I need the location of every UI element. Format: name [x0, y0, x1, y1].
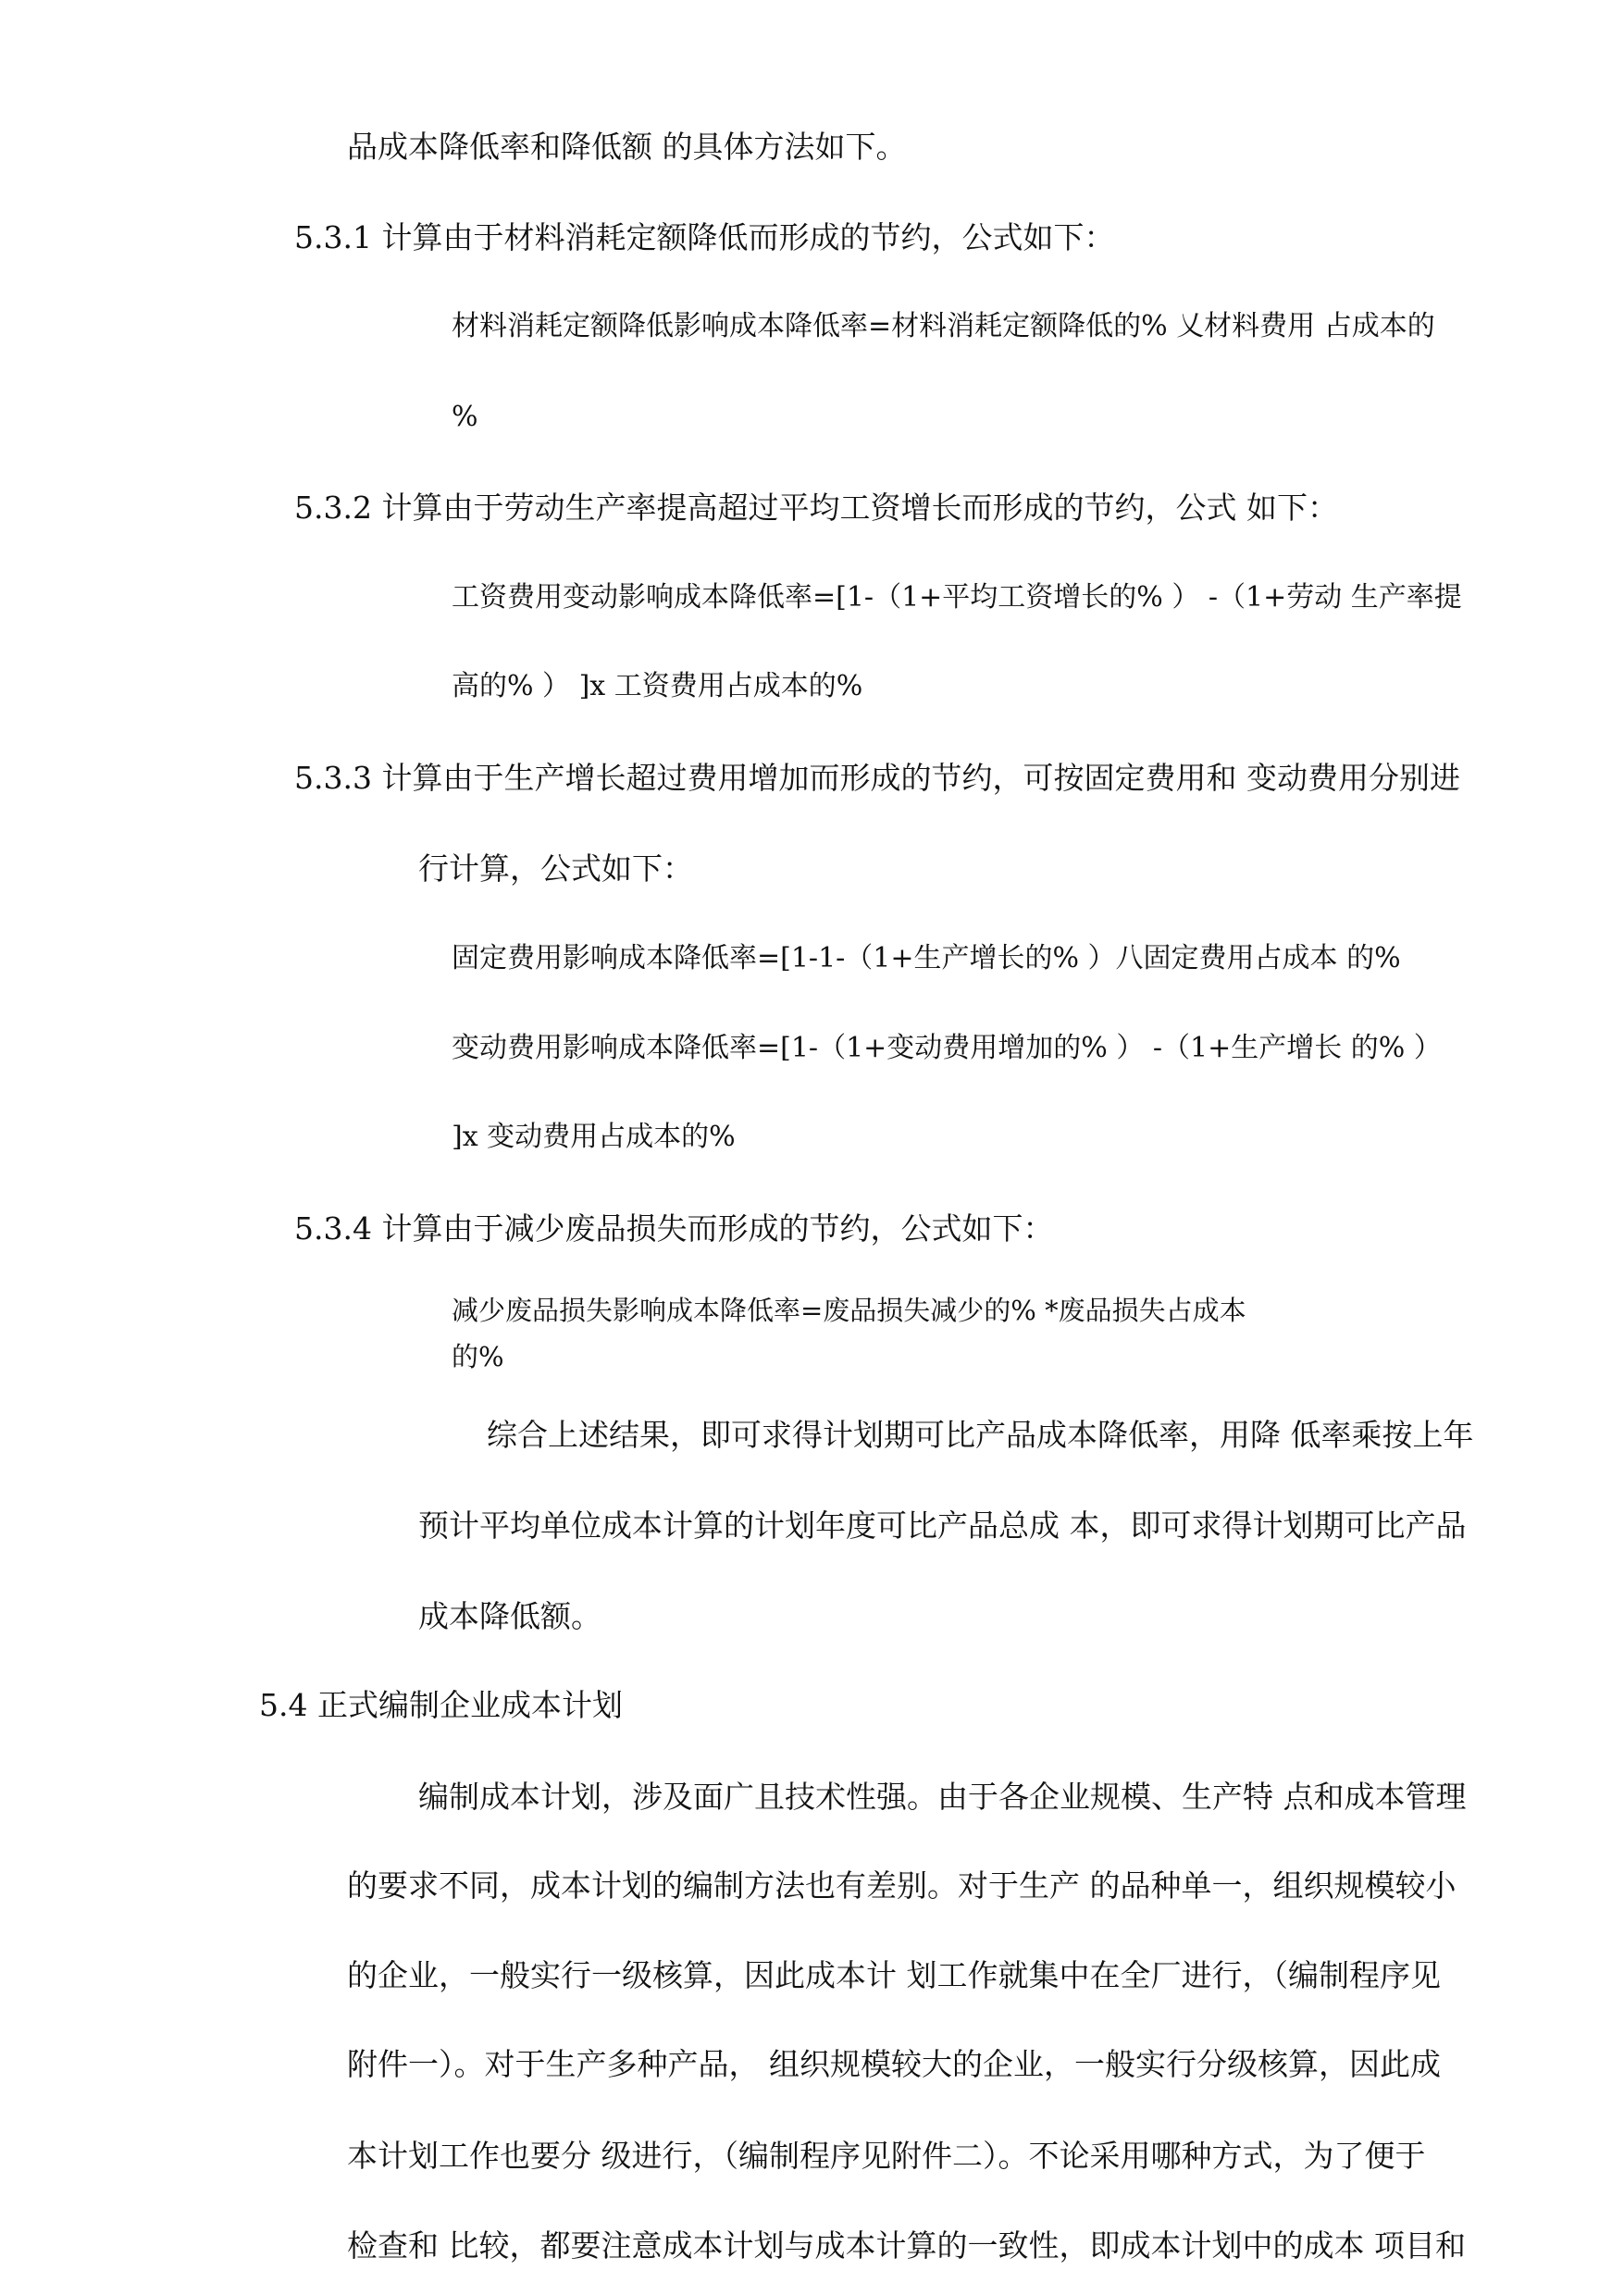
section-heading-5-3-2: 5.3.2 计算由于劳动生产率提高超过平均工资增长而形成的节约，公式 如下：: [294, 490, 1338, 526]
paragraph-line: 编制成本计划，涉及面广且技术性强。由于各企业规模、生产特 点和成本管理: [418, 1779, 1467, 1815]
paragraph-line: 品成本降低率和降低额 的具体方法如下。: [347, 129, 907, 165]
formula-line: 高的% ） ]x 工资费用占成本的%: [452, 670, 863, 702]
formula-line: ]x 变动费用占成本的%: [452, 1121, 736, 1153]
formula-line: 变动费用影响成本降低率=[1-（1+变动费用增加的% ） -（1+生产增长 的% ）: [452, 1032, 1442, 1064]
formula-line: 材料消耗定额降低影响成本降低率=材料消耗定额降低的% 乂材料费用 占成本的: [452, 310, 1435, 342]
paragraph-line: 行计算，公式如下：: [418, 850, 693, 887]
paragraph-line: 预计平均单位成本计算的计划年度可比产品总成 本，即可求得计划期可比产品: [418, 1507, 1467, 1544]
paragraph-line: 成本降低额。: [418, 1598, 601, 1634]
formula-line: 工资费用变动影响成本降低率=[1-（1+平均工资增长的% ） -（1+劳动 生产率提: [452, 581, 1462, 614]
paragraph-line: 本计划工作也要分 级进行，（编制程序见附件二）。不论采用哪种方式，为了便于: [347, 2138, 1426, 2174]
paragraph-line: 检查和 比较，都要注意成本计划与成本计算的一致性，即成本计划中的成本 项目和: [347, 2227, 1466, 2264]
section-heading-5-3-1: 5.3.1 计算由于材料消耗定额降低而形成的节约，公式如下：: [294, 219, 1115, 255]
formula-line: 固定费用影响成本降低率=[1-1-（1+生产增长的% ）八固定费用占成本 的%: [452, 942, 1401, 974]
paragraph-line: 的企业，一般实行一级核算，因此成本计 划工作就集中在全厂进行，（编制程序见: [347, 1957, 1441, 1993]
paragraph-line: 的要求不同，成本计划的编制方法也有差别。对于生产 的品种单一，组织规模较小: [347, 1867, 1457, 1904]
section-heading-5-3-3: 5.3.3 计算由于生产增长超过费用增加而形成的节约，可按固定费用和 变动费用分别进: [294, 760, 1460, 796]
section-heading-5-3-4: 5.3.4 计算由于减少废品损失而形成的节约，公式如下：: [294, 1210, 1054, 1247]
paragraph-line: 综合上述结果，即可求得计划期可比产品成本降低率，用降 低率乘按上年: [487, 1417, 1474, 1453]
formula-line: 的%: [452, 1341, 504, 1372]
paragraph-line: 附件一）。对于生产多种产品， 组织规模较大的企业，一般实行分级核算，因此成: [347, 2046, 1441, 2082]
formula-line: %: [452, 401, 478, 433]
formula-line: 减少废品损失影响成本降低率=废品损失减少的% *废品损失占成本: [452, 1295, 1246, 1326]
section-heading-5-4: 5.4 正式编制企业成本计划: [259, 1687, 623, 1723]
